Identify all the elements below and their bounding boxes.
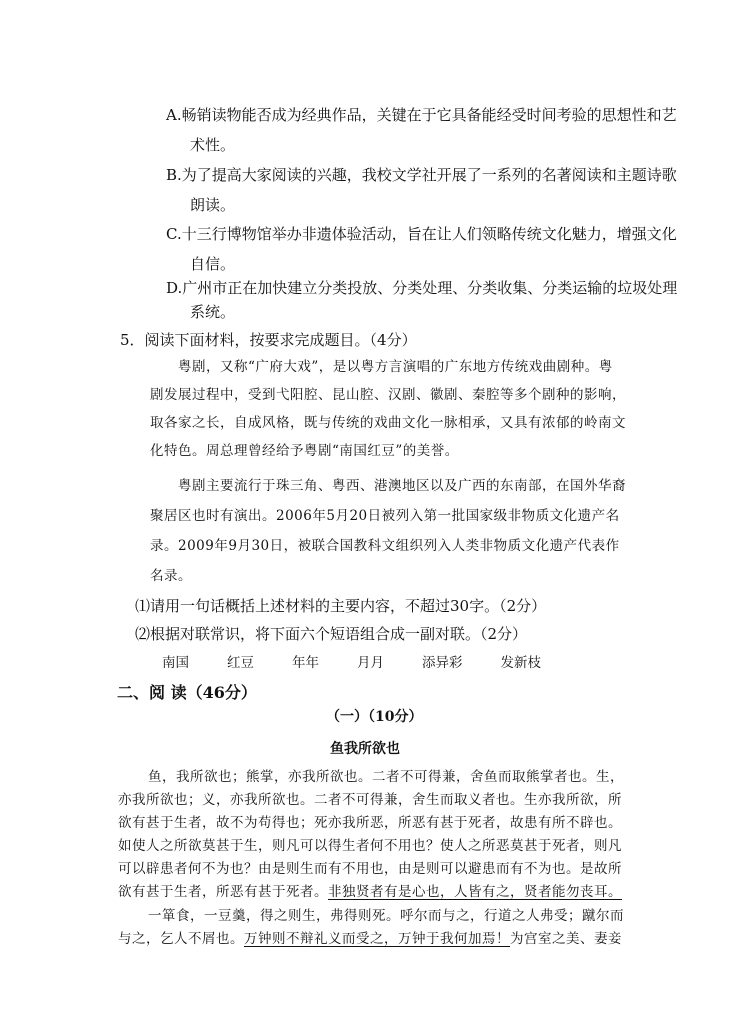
option-a-line2: 术性。 xyxy=(190,136,236,154)
classical-text-line: 如使人之所欲莫甚于生，则凡可以得生者何不用也？使人之所恶莫甚于死者，则凡 xyxy=(118,838,622,854)
plain-text: 与之，乞人不屑也。 xyxy=(118,931,244,947)
passage-title: 鱼我所欲也 xyxy=(330,741,400,757)
passage-para2-line: 聚居区也时有演出。2006年5月20日被列入第一批国家级非物质文化遗产名 xyxy=(150,508,620,524)
option-c-line1: C.十三行博物馆举办非遗体验活动，旨在让人们领略传统文化魅力，增强文化 xyxy=(166,225,677,243)
option-d-line1: D.广州市正在加快建立分类投放、分类处理、分类收集、分类运输的垃圾处理 xyxy=(166,279,678,297)
phrase: 年年 xyxy=(292,655,319,671)
section-heading: 二、阅 读（46分） xyxy=(117,683,257,702)
classical-text-line: 鱼，我所欲也；熊掌，亦我所欲也。二者不可得兼，舍鱼而取熊掌者也。生， xyxy=(148,769,624,785)
option-a-line1: A.畅销读物能否成为经典作品，关键在于它具备能经受时间考验的思想性和艺 xyxy=(166,106,677,124)
phrase: 红豆 xyxy=(227,655,254,671)
option-c-line2: 自信。 xyxy=(190,255,236,273)
sub-question-2: ⑵根据对联常识，将下面六个短语组合成一副对联。（2分） xyxy=(135,625,528,643)
phrase: 南国 xyxy=(162,655,189,671)
passage-para1-line: 剧发展过程中，受到弋阳腔、昆山腔、汉剧、徽剧、秦腔等多个剧种的影响， xyxy=(150,387,626,403)
plain-text: 为宫室之美、妻妾 xyxy=(510,931,622,947)
passage-para2-line: 名录。 xyxy=(150,568,192,584)
phrase: 发新枝 xyxy=(500,655,541,671)
classical-text-line: 亦我所欲也；义，亦我所欲也。二者不可得兼，舍生而取义者也。生亦我所欲，所 xyxy=(118,792,622,808)
classical-text-line xyxy=(118,929,622,949)
classical-text-line: 欲有甚于生者，故不为苟得也；死亦我所恶，所恶有甚于死者，故患有所不辟也。 xyxy=(118,815,622,831)
option-b-line2: 朗读。 xyxy=(190,196,236,214)
classical-text-line: 一箪食，一豆羹，得之则生，弗得则死。呼尔而与之，行道之人弗受；蹴尔而 xyxy=(148,908,624,924)
classical-text-line xyxy=(118,882,622,902)
option-d-line2: 系统。 xyxy=(190,303,236,321)
classical-text-line: 可以辟患者何不为也？由是则生而有不用也，由是则可以避患而有不为也。是故所 xyxy=(118,861,622,877)
phrase: 添异彩 xyxy=(422,655,463,671)
plain-text: 欲有甚于生者，所恶有甚于死者。 xyxy=(118,884,328,900)
sub-question-1: ⑴请用一句话概括上述材料的主要内容，不超过30字。（2分） xyxy=(135,597,547,615)
passage-para1-line: 取各家之长，自成风格，既与传统的戏曲文化一脉相承，又具有浓郁的岭南文 xyxy=(150,415,626,431)
passage-para1-line: 化特色。周总理曾经给予粤剧“南国红豆”的美誉。 xyxy=(150,443,459,459)
underlined-sentence: 万钟则不辩礼义而受之，万钟于我何加焉！ xyxy=(244,931,510,947)
passage-para2-line: 粤剧主要流行于珠三角、粤西、港澳地区以及广西的东南部，在国外华裔 xyxy=(178,478,626,494)
question-5-title: 5．阅读下面材料，按要求完成题目。（4分） xyxy=(120,331,417,349)
phrase: 月月 xyxy=(357,655,384,671)
phrase-list xyxy=(162,652,579,673)
underlined-sentence: 非独贤者有是心也，人皆有之，贤者能勿丧耳。 xyxy=(328,884,622,900)
passage-para2-line: 录。2009年9月30日，被联合国教科文组织列入人类非物质文化遗产代表作 xyxy=(150,538,620,554)
part-heading: （一）（10分） xyxy=(326,709,423,725)
passage-para1-line: 粤剧，又称“广府大戏”，是以粤方言演唱的广东地方传统戏曲剧种。粤 xyxy=(178,359,613,375)
option-b-line1: B.为了提高大家阅读的兴趣，我校文学社开展了一系列的名著阅读和主题诗歌 xyxy=(166,166,677,184)
